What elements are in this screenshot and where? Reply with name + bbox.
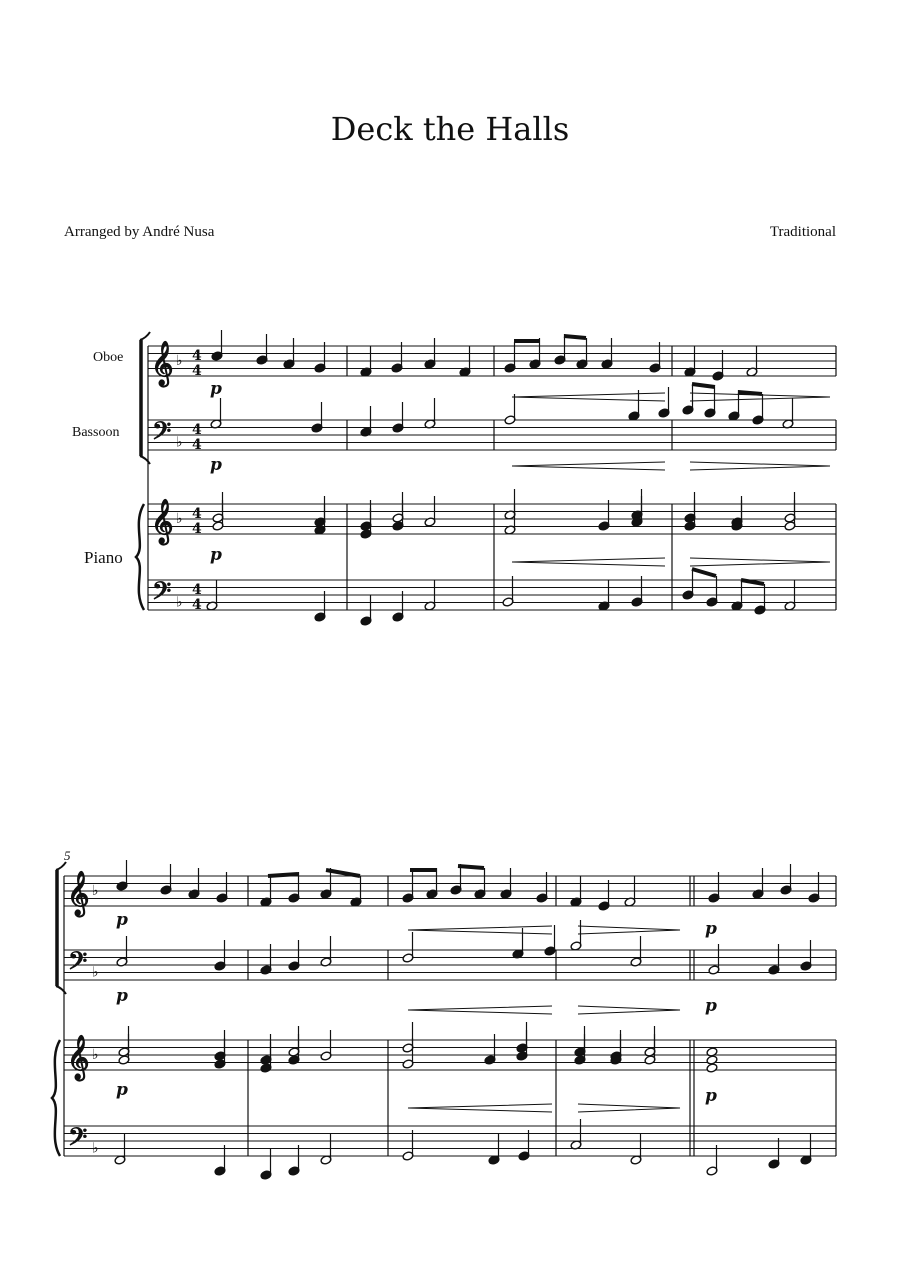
treble-clef: 𝄞: [67, 1034, 90, 1079]
bass-clef: 𝄢: [68, 947, 88, 982]
beam: [564, 336, 586, 338]
decrescendo-hairpin: [578, 1006, 680, 1014]
dynamic-piano: p: [210, 545, 222, 565]
beam: [741, 580, 764, 584]
piano-brace: [52, 1040, 60, 1156]
time-signature-bottom: 4: [192, 437, 202, 453]
dynamic-piano: p: [116, 986, 128, 1006]
dynamic-piano: p: [210, 379, 222, 399]
decrescendo-hairpin: [578, 926, 680, 934]
crescendo-hairpin: [408, 1006, 552, 1014]
key-signature-flat: ♭: [176, 511, 183, 527]
key-signature-flat: ♭: [92, 1140, 99, 1157]
key-signature-flat: ♭: [176, 594, 183, 611]
composer-credit: Traditional: [769, 224, 836, 240]
time-signature-top: 4: [192, 348, 202, 364]
dynamic-piano: p: [210, 455, 222, 475]
bracket-top-hook: [56, 862, 66, 870]
treble-clef: 𝄞: [151, 340, 174, 385]
instrument-label-piano: Piano: [84, 548, 123, 567]
crescendo-hairpin: [512, 393, 665, 401]
arranger-credit: Arranged by André Nusa: [64, 224, 215, 240]
time-signature-top: 4: [192, 582, 202, 598]
treble-clef: 𝄞: [151, 498, 174, 543]
dynamic-piano: p: [705, 1086, 717, 1106]
beam: [268, 874, 298, 876]
note: [706, 1055, 718, 1065]
bass-clef: 𝄢: [68, 1123, 88, 1158]
key-signature-flat: ♭: [92, 1047, 99, 1063]
dynamic-piano: p: [116, 910, 128, 930]
time-signature-top: 4: [192, 422, 202, 438]
key-signature-flat: ♭: [176, 434, 183, 451]
bass-clef: 𝄢: [152, 417, 172, 452]
time-signature-bottom: 4: [192, 521, 202, 537]
time-signature-bottom: 4: [192, 363, 202, 379]
crescendo-hairpin: [408, 1104, 552, 1112]
piano-brace: [136, 504, 144, 610]
measure-number-5: 5: [64, 848, 71, 863]
time-signature-bottom: 4: [192, 597, 202, 613]
key-signature-flat: ♭: [92, 964, 99, 981]
crescendo-hairpin: [512, 462, 665, 470]
note: [706, 1063, 718, 1073]
bracket-top-hook: [140, 332, 150, 340]
crescendo-hairpin: [512, 558, 665, 566]
bass-clef: 𝄢: [152, 577, 172, 612]
crescendo-hairpin: [408, 926, 552, 934]
score-title: Deck the Halls: [330, 110, 570, 148]
note: [706, 1047, 718, 1057]
beam: [458, 866, 484, 868]
beam: [738, 392, 762, 394]
dynamic-piano: p: [705, 996, 717, 1016]
beam: [692, 569, 716, 576]
decrescendo-hairpin: [578, 1104, 680, 1112]
key-signature-flat: ♭: [176, 353, 183, 369]
dynamic-piano: p: [705, 919, 717, 939]
beam: [692, 384, 715, 387]
treble-clef: 𝄞: [67, 870, 90, 915]
instrument-label-bassoon: Bassoon: [72, 425, 120, 440]
decrescendo-hairpin: [690, 462, 830, 470]
decrescendo-hairpin: [690, 558, 830, 566]
key-signature-flat: ♭: [92, 883, 99, 899]
time-signature-top: 4: [192, 506, 202, 522]
instrument-label-oboe: Oboe: [93, 350, 124, 365]
dynamic-piano: p: [116, 1080, 128, 1100]
